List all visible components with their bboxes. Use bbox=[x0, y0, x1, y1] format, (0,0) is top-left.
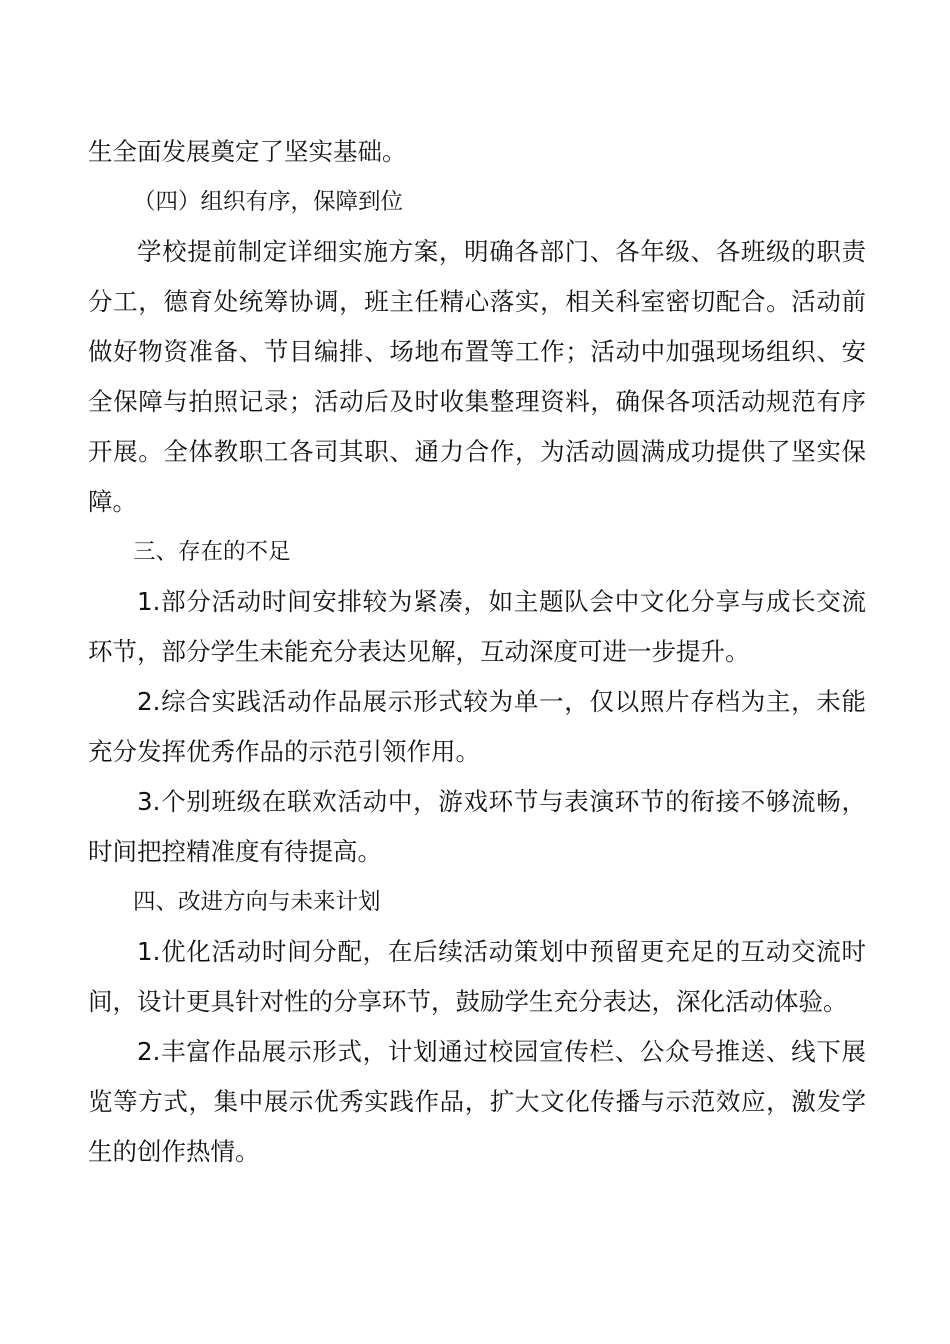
shortcoming-item-3: 3.个别班级在联欢活动中，游戏环节与表演环节的衔接不够流畅，时间把控精准度有待提高。 bbox=[88, 787, 866, 866]
improvement-item-1: 1.优化活动时间分配，在后续活动策划中预留更充足的互动交流时间，设计更具针对性的分享环节，鼓励学生充分表达，深化活动体验。 bbox=[88, 937, 866, 1016]
subheading-organization: （四）组织有序，保障到位 bbox=[133, 189, 404, 215]
section-heading-shortcomings: 三、存在的不足 bbox=[133, 539, 291, 565]
shortcoming-item-2: 2.综合实践活动作品展示形式较为单一，仅以照片存档为主，未能充分发挥优秀作品的示范引领作用。 bbox=[88, 687, 866, 766]
document-page bbox=[88, 127, 866, 1177]
section-heading-improvements: 四、改进方向与未来计划 bbox=[133, 889, 381, 915]
shortcoming-item-1: 1.部分活动时间安排较为紧凑，如主题队会中文化分享与成长交流环节，部分学生未能充分表达见解，互动深度可进一步提升。 bbox=[88, 587, 866, 666]
paragraph-organization: 学校提前制定详细实施方案，明确各部门、各年级、各班级的职责分工，德育处统筹协调，班主任精心落实，相关科室密切配合。活动前做好物资准备、节目编排、场地布置等工作；活动中加强现场组织、安全保障与拍照记录；活动后及时收集整理资料，确保各项活动规范有序开展。全体教职工各司其职、通力合作，为活动圆满成功提供了坚实保障。 bbox=[88, 237, 866, 516]
paragraph-continuation: 生全面发展奠定了坚实基础。 bbox=[88, 137, 407, 166]
improvement-item-2: 2.丰富作品展示形式，计划通过校园宣传栏、公众号推送、线下展览等方式，集中展示优秀实践作品，扩大文化传播与示范效应，激发学生的创作热情。 bbox=[88, 1037, 866, 1166]
